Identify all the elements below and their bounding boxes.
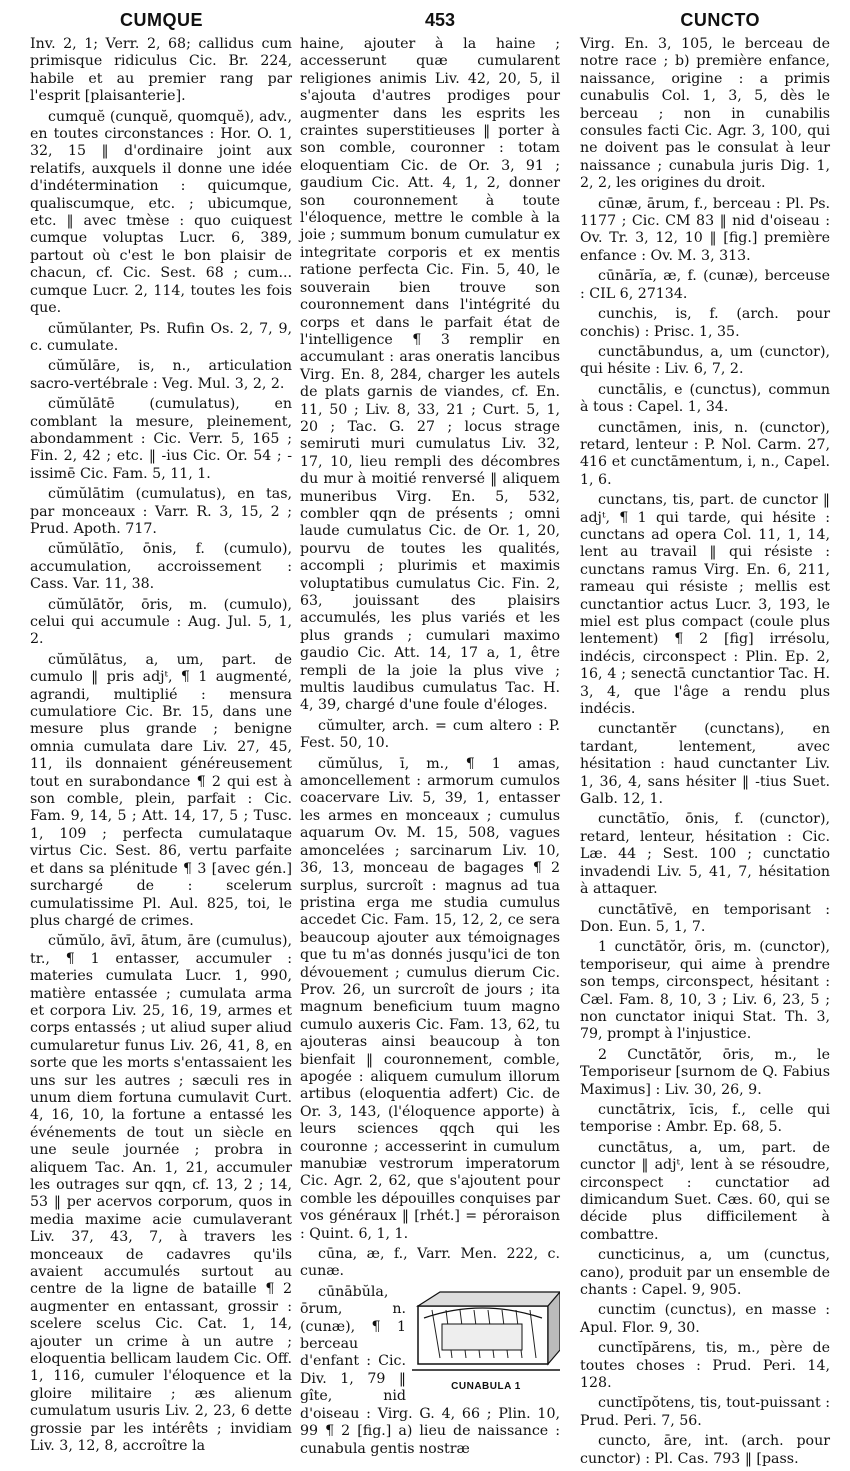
entry-cumque: cumquĕ (cunquĕ, quomquĕ), adv., en toutes circonstances : Hor. O. 1, 32, 15 ‖ d'ordinaire joint aux relatifs, auxquels il donne une idée d'indétermination : quicumque, qualiscumque, etc. ; ubicumque, etc. ‖ avec tmèse : quo cuiquest cumque voluptas Lucr. 6, 389, partout où c'est le bon plaisir de chacun, cf. Cic. Sest. 68 ; cum... cumque Lucr. 2, 114, toutes les fois que. [30,108,292,317]
dictionary-columns [0,36,850,1467]
entry-cumulter: cŭmulter, arch. = cum altero : P. Fest. 50, 10. [300,717,560,752]
entry-cunae: cūnæ, ārum, f., berceau : Pl. Ps. 1177 ; Cic. CM 83 ‖ nid d'oiseau : Ov. Tr. 3, 12, 10 ‖ [fig.] première enfance : Ov. M. 3, 313. [580,195,830,264]
entry-cumulanter: cŭmŭlanter, Ps. Rufin Os. 2, 7, 9, c. cumulate. [30,320,292,354]
entry-cuncto: cuncto, āre, int. (arch. pour cunctor) : Pl. Cas. 793 ‖ [pass. [580,1433,830,1467]
entry-cuna: cūna, æ, f., Varr. Men. 222, c. cunæ. [300,1246,560,1280]
entry-cunaria: cūnārĭa, æ, f. (cunæ), berceuse : CIL 6, 27134. [580,268,830,302]
entry-cunctabundus: cunctābundus, a, um (cunctor), qui hésite : Liv. 6, 7, 2. [580,343,830,378]
entry-cumulo: cŭmŭlo, āvī, ātum, āre (cumulus), tr., ¶ 1 entasser, accumuler : materies cumulata Lucr. 1, 990, matière entassée ; cumulata arma et corpora Liv. 25, 16, 19, armes et corps entassés ; ut aliud super aliud cumularetur funus Liv. 26, 41, 8, en sorte que les morts s'entassaient les uns sur les autres ; sæculi res in unum diem fortuna cumulavit Curt. 4, 16, 10, la fortune a entassé les événements de tout un siècle en une seule journée ; probra in aliquem Tac. An. 1, 21, accumuler les outrages sur qqn, cf. 13, 2 ; 14, 53 ‖ per acervos corporum, quos in media maxime acie cumulaverant Liv. 37, 43, 7, à travers les monceaux de cadavres qu'ils avaient accumulés surtout au centre de la ligne de bataille ¶ 2 augmenter en entassant, grossir : scelere scelus Cic. Cat. 1, 14, ajouter un crime à un autre ; eloquentia bellicam laudem Cic. Off. 1, 116, cumuler l'éloquence et la gloire militaire ; æs alienum cumulatum usuris Liv. 2, 23, 6 dette grossie par les intérêts ; invidiam Liv. 3, 12, 8, accroître la [30,933,292,1455]
entry-cunabula: cūnābŭla, ōrum, n. (cunæ), ¶ 1 berceau d'enfant : Cic. Div. 1, 79 ‖ gîte, nid d'oiseau : Virg. G. 4, 66 ; Plin. 10, 99 ¶ 2 [fig.] a) lieu de naissance : cunabula gentis nostræ [300,1283,560,1457]
entry-cunabula-continuation: Virg. En. 3, 105, le berceau de notre race ; b) première enfance, naissance, origine : a primis cunabulis Col. 1, 3, 5, dès le berceau ; non in cunabilis consules facti Cic. Agr. 3, 100, qui ne doivent pas le consulat à leur naissance ; cunabula juris Dig. 1, 2, 2, les origines du droit. [580,36,830,192]
column-left [30,36,292,1459]
entry-cunctator-1: 1 cunctātŏr, ōris, m. (cunctor), temporiseur, qui aime à prendre son temps, circonspect, hésitant : Cæl. Fam. 8, 10, 3 ; Liv. 6, 23, 5 ; non cunctator iniqui Stat. Th. 3, 79, prompt à l'injustice. [580,939,830,1043]
entry-cumulatim: cŭmŭlātim (cumulatus), en tas, par monceaux : Varr. R. 3, 15, 2 ; Prud. Apoth. 717. [30,486,292,537]
entry-cumulus: cŭmŭlus, ī, m., ¶ 1 amas, amoncellement : armorum cumulos coacervare Liv. 5, 39, 1, entasser les armes en monceaux ; cumulus aquarum Ov. M. 15, 508, vagues amoncelées ; sarcinarum Liv. 10, 36, 13, monceau de bagages ¶ 2 surplus, surcroît : magnus ad tua pristina erga me studia cumulus accedet Cic. Fam. 15, 12, 2, ce sera beaucoup ajouter aux témoignages que tu m'as donnés jusqu'ici de ton dévouement ; cumulus dierum Cic. Prov. 26, un surcroît de jours ; ita magnum beneficium tuum magno cumulo auxeris Cic. Fam. 13, 62, tu ajouteras ainsi beaucoup à ton bienfait ‖ couronnement, comble, apogée : aliquem cumulum illorum artibus (eloquentia adfert) Cic. de Or. 3, 143, (l'éloquence apporte) à leurs sciences qqch qui les couronne ; accesserint in cumulum manubiæ vestrorum imperatorum Cic. Agr. 2, 62, que s'ajoutent pour comble les dépouilles conquises par vos généraux ‖ [rhét.] = péroraison : Quint. 6, 1, 1. [300,755,560,1242]
header-left-guideword: CUMQUE [120,10,203,30]
entry-cunctanter: cunctantĕr (cunctans), en tardant, lentement, avec hésitation : haud cunctanter Liv. 1, 36, 4, sans hésiter ‖ -tius Suet. Galb. 12, 1. [580,721,830,808]
entry-cunctiparens: cunctĭpărens, tis, m., père de toutes choses : Prud. Peri. 14, 128. [580,1340,830,1392]
entry-cunctim: cunctim (cunctus), en masse : Apul. Flor. 9, 30. [580,1302,830,1336]
entry-continuation: Inv. 2, 1; Verr. 2, 68; callidus cum primisque ridiculus Cic. Br. 224, habile et au premier rang par l'esprit [plaisanterie]. [30,36,292,105]
header-right-guideword: CUNCTO [680,10,760,30]
entry-cuncticinus: cuncticinus, a, um (cunctus, cano), produit par un ensemble de chants : Capel. 9, 905. [580,1247,830,1299]
entry-cumulo-continuation: haine, ajouter à la haine ; accesserunt quæ cumularent religiones animis Liv. 42, 20, 5, il s'ajouta d'autres prodiges pour augmenter dans les esprits les craintes superstitieuses ‖ porter à son comble, couronner : totam eloquentiam Cic. de Or. 3, 91 ; gaudium Cic. Att. 4, 1, 2, donner son couronnement à toute l'éloquence, mettre le comble à la joie ; summum bonum cumulatur ex integritate corporis et ex mentis ratione perfecta Cic. Fin. 5, 40, le souverain bien trouve son couronnement dans l'intégrité du corps et dans le parfait état de l'intelligence ¶ 3 remplir en accumulant : aras oneratis lancibus Virg. En. 8, 284, charger les autels de plats garnis de viandes, cf. En. 11, 50 ; Liv. 8, 33, 21 ; Curt. 5, 1, 20 ; Tac. G. 27 ; locus strage semiruti muri cumulatus Liv. 32, 17, 10, lieu rempli des décombres du mur à moitié renversé ‖ aliquem muneribus Virg. En. 5, 532, combler qqn de présents ; omni laude cumulatus Cic. de Or. 1, 20, pourvu de toutes les qualités, accompli ; plurimis et maximis voluptatibus cumulatus Cic. Fin. 2, 63, jouissant des plaisirs accumulés, les plus variés et les plus grands ; cumulari maximo gaudio Cic. Att. 14, 17 a, 1, être rempli de la joie la plus vive ; multis laudibus cumulatus Tac. H. 4, 39, chargé d'une foule d'éloges. [300,36,560,714]
page-header [20,10,830,38]
entry-cunctalis: cunctālis, e (cunctus), commun à tous : Capel. 1, 34. [580,381,830,416]
entry-cumulator: cŭmŭlātŏr, ōris, m. (cumulo), celui qui accumule : Aug. Jul. 5, 1, 2. [30,596,292,648]
page-number: 453 [425,10,456,30]
entry-cunctatus: cunctātus, a, um, part. de cunctor ‖ adjᵗ, lent à se résoudre, circonspect : cunctatior ad dimicandum Suet. Cæs. 60, qui se décide plus difficilement à combattre. [580,1139,830,1243]
cradle-illustration-icon [412,1288,560,1376]
entry-cumulatus: cŭmŭlātus, a, um, part. de cumulo ‖ pris adjᵗ, ¶ 1 augmenté, agrandi, multiplié : mensura cumulatiore Cic. Br. 15, dans une mesure plus grande ; benigne omnia cumulata dare Liv. 27, 45, 11, ils donnaient généreusement tout en surabondance ¶ 2 qui est à son comble, plein, parfait : Cic. Fam. 9, 14, 5 ; Att. 14, 17, 5 ; Tusc. 1, 109 ; perfecta cumulataque virtus Cic. Sest. 86, vertu parfaite et dans sa plénitude ¶ 3 [avec gén.] surchargé de : scelerum cumulatissime Pl. Aul. 825, toi, le plus chargé de crimes. [30,651,292,929]
entry-cunctator-2: 2 Cunctātŏr, ōris, m., le Temporiseur [surnom de Q. Fabius Maximus] : Liv. 30, 26, 9. [580,1046,830,1098]
entry-cumulate: cŭmŭlātē (cumulatus), en comblant la mesure, pleinement, abondamment : Cic. Verr. 5, 165 ; Fin. 2, 42 ; etc. ‖ -ius Cic. Or. 54 ; -issimē Cic. Fam. 5, 11, 1. [30,396,292,482]
entry-cumulatio: cŭmŭlātĭo, ōnis, f. (cumulo), accumulation, accroissement : Cass. Var. 11, 38. [30,541,292,593]
column-middle [300,36,560,1461]
entry-cunctatrix: cunctātrix, īcis, f., celle qui temporise : Ambr. Ep. 68, 5. [580,1101,830,1136]
entry-cunctatio: cunctātĭo, ōnis, f. (cunctor), retard, lenteur, hésitation : Cic. Læ. 44 ; Sest. 100 ; cunctatio invadendi Liv. 5, 41, 7, hésitation à attaquer. [580,811,830,898]
entry-cumulare: cŭmŭlāre, is, n., articulation sacro-vertébrale : Veg. Mul. 3, 2, 2. [30,358,292,392]
entry-cunchis: cunchis, is, f. (arch. pour conchis) : Prisc. 1, 35. [580,306,830,340]
column-right [580,36,830,1471]
figure-caption: CUNABULA 1 [451,1380,521,1392]
entry-cunctans: cunctans, tis, part. de cunctor ‖ adjᵗ, ¶ 1 qui tarde, qui hésite : cunctans ad opera Col. 11, 1, 14, lent au travail ‖ qui résiste : cunctans ramus Virg. En. 6, 211, rameau qui résiste ; mellis est cunctantior actus Lucr. 3, 193, le miel est plus compact (coule plus lentement) ¶ 2 [fig] irrésolu, indécis, circonspect : Plin. Ep. 2, 16, 4 ; senectā cunctantior Tac. H. 3, 4, que l'âge a rendu plus indécis. [580,492,830,718]
entry-cunctamen: cunctāmen, inis, n. (cunctor), retard, lenteur : P. Nol. Carm. 27, 416 et cunctāmentum, i, n., Capel. 1, 6. [580,419,830,488]
cradle-figure [412,1288,560,1395]
entry-cunctative: cunctātīvē, en temporisant : Don. Eun. 5, 1, 7. [580,901,830,935]
entry-cunctipotens: cunctĭpŏtens, tis, tout-puissant : Prud. Peri. 7, 56. [580,1395,830,1429]
